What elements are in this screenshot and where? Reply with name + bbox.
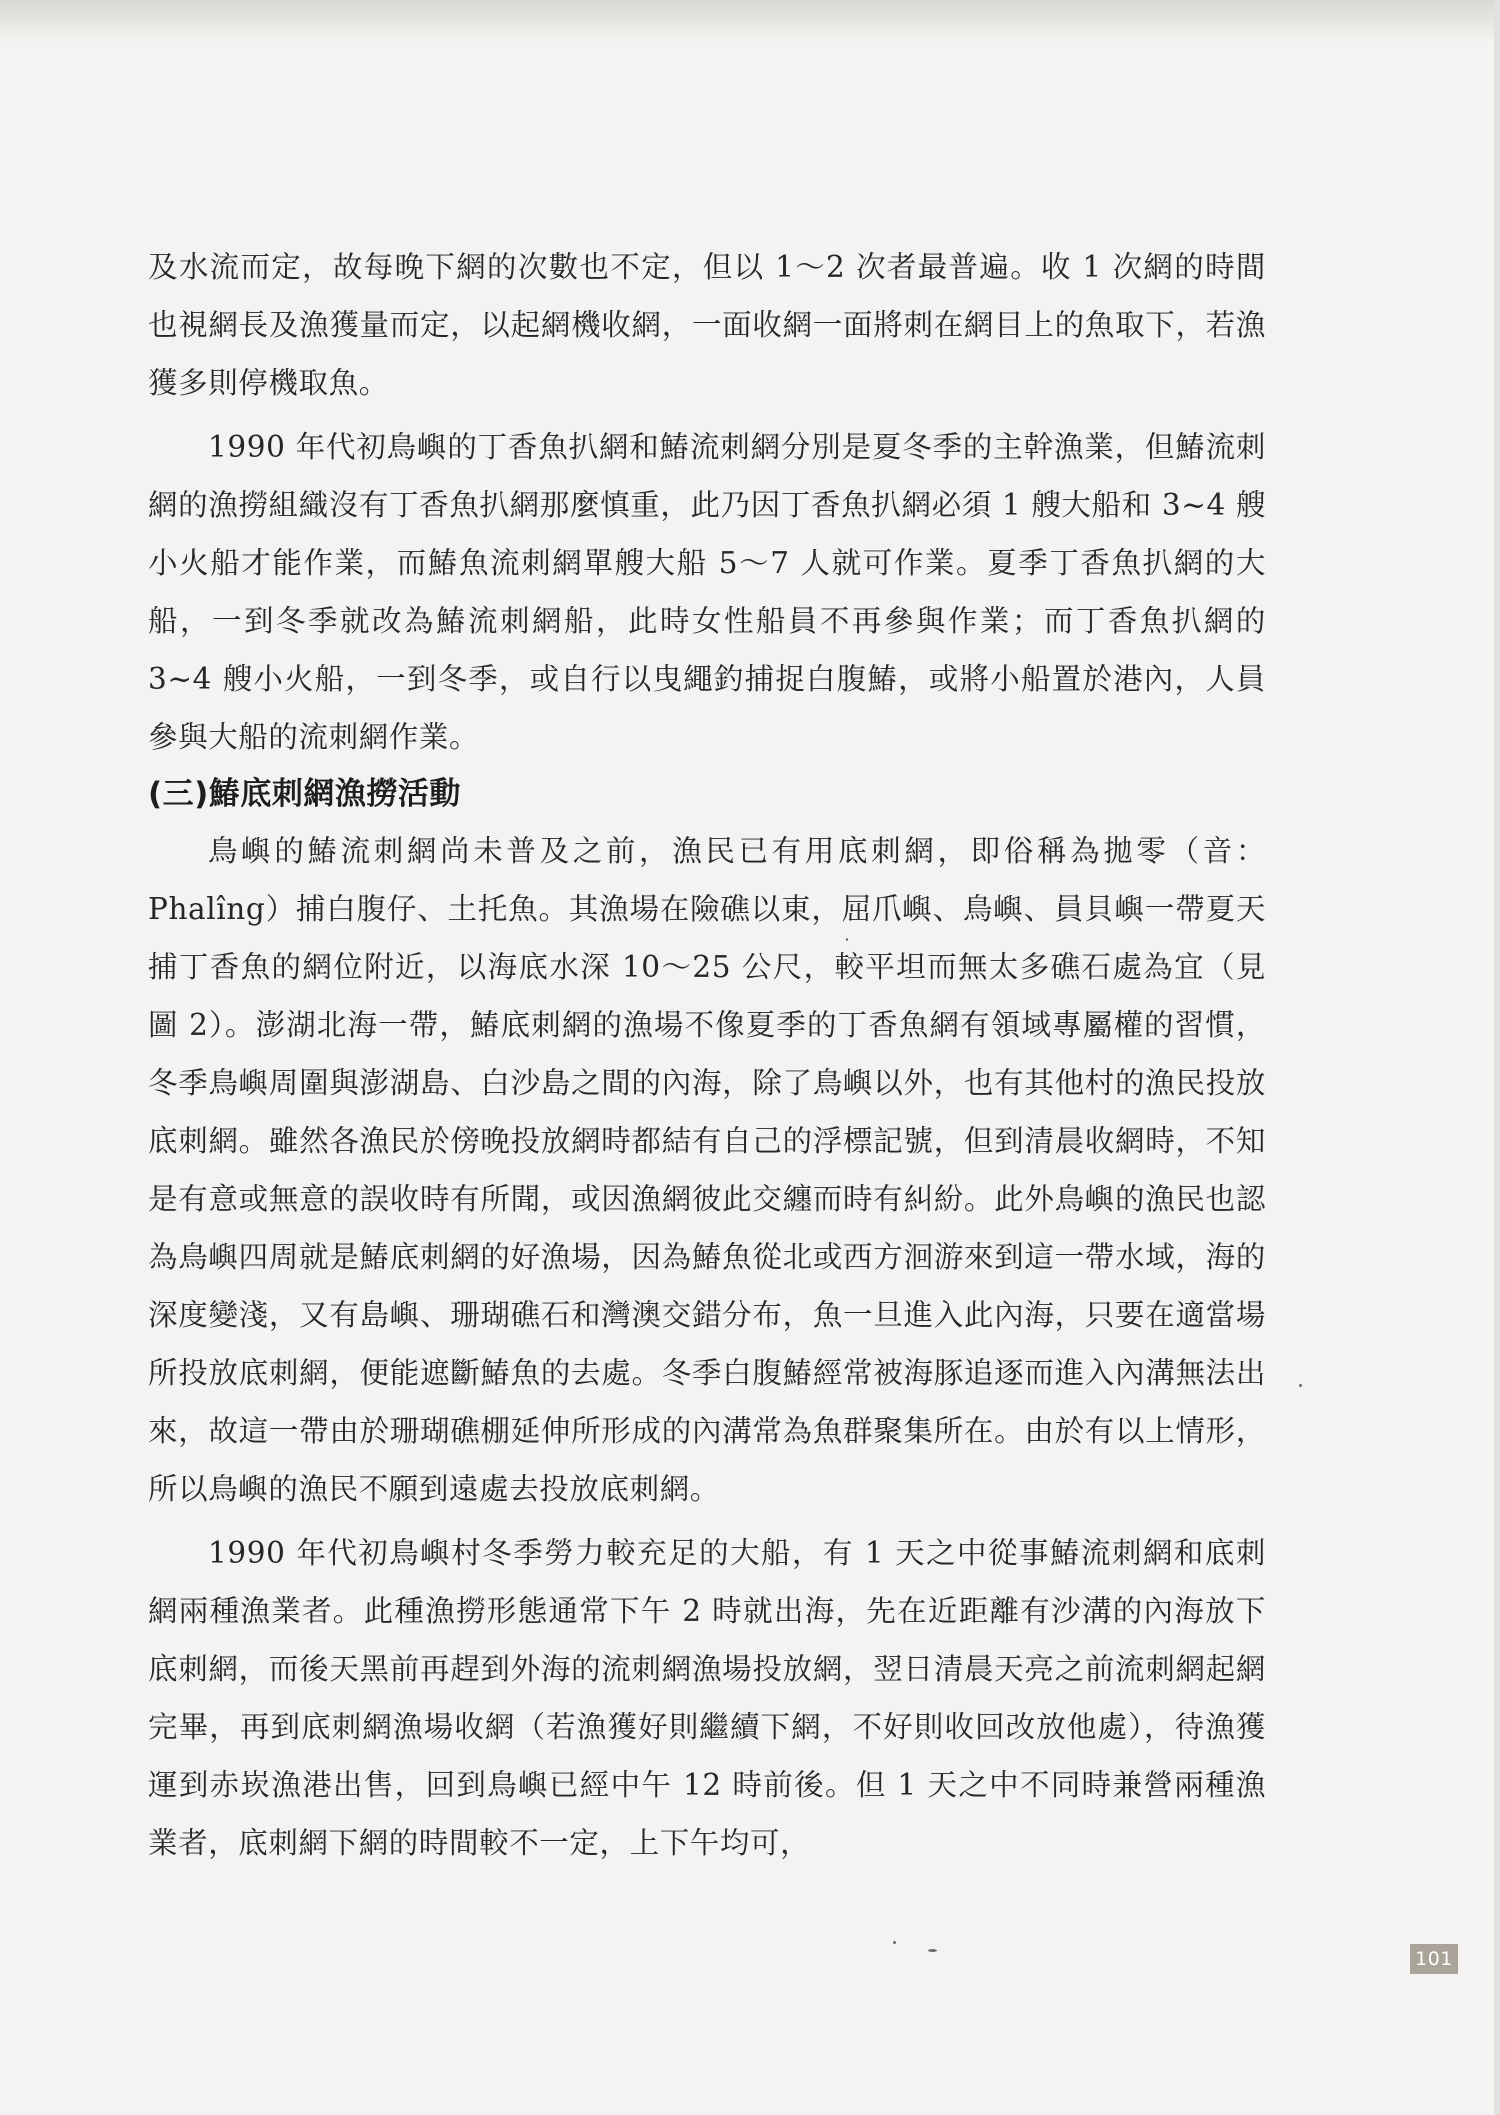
scan-speck	[893, 1941, 896, 1944]
scan-speck	[928, 1949, 937, 1952]
paragraph-fishing-organization: 1990 年代初鳥嶼的丁香魚扒網和鰆流刺網分別是夏冬季的主幹漁業，但鰆流刺網的漁撈組織沒有丁香魚扒網那麼慎重，此乃因丁香魚扒網必須 1 艘大船和 3~4 艘小火船才能作業，而鰆魚流刺網單艘大船 5～7 人就可作業。夏季丁香魚扒網的大船，一到冬季就改為鰆流刺網船，此時女性船員不再參與作業；而丁香魚扒網的 3~4 艘小火船，一到冬季，或自行以曳繩釣捕捉白腹鰆，或將小船置於港內，人員參與大船的流刺網作業。	[148, 430, 1266, 754]
paragraph-continued: 及水流而定，故每晚下網的次數也不定，但以 1～2 次者最普遍。收 1 次網的時間也視網長及漁獲量而定，以起網機收網，一面收網一面將刺在網目上的魚取下，若漁獲多則停機取魚。	[148, 250, 1266, 400]
scan-speck	[846, 938, 848, 941]
scan-speck	[1299, 1384, 1302, 1387]
paragraph-bottom-gillnet: 鳥嶼的鰆流刺網尚未普及之前，漁民已有用底刺網，即俗稱為拋零（音：Phalîng）捕白腹仔、土托魚。其漁場在險礁以東，屈爪嶼、鳥嶼、員貝嶼一帶夏天捕丁香魚的網位附近，以海底水深 10～25 公尺，較平坦而無太多礁石處為宜（見圖 2）。澎湖北海一帶，鰆底刺網的漁場不像夏季的丁香魚網有領域專屬權的習慣，冬季鳥嶼周圍與澎湖島、白沙島之間的內海，除了鳥嶼以外，也有其他村的漁民投放底刺網。雖然各漁民於傍晚投放網時都結有自己的浮標記號，但到清晨收網時，不知是有意或無意的誤收時有所聞，或因漁網彼此交纏而時有糾紛。此外鳥嶼的漁民也認為鳥嶼四周就是鰆底刺網的好漁場，因為鰆魚從北或西方洄游來到這一帶水域，海的深度變淺，又有島嶼、珊瑚礁石和灣澳交錯分布，魚一旦進入此內海，只要在適當場所投放底刺網，便能遮斷鰆魚的去處。冬季白腹鰆經常被海豚追逐而進入內溝無法出來，故這一帶由於珊瑚礁棚延伸所形成的內溝常為魚群聚集所在。由於有以上情形，所以鳥嶼的漁民不願到遠處去投放底刺網。	[148, 834, 1266, 1506]
page-number: 101	[1410, 1944, 1458, 1974]
page-body	[148, 238, 1266, 1872]
paragraph-dual-fishery: 1990 年代初鳥嶼村冬季勞力較充足的大船，有 1 天之中從事鰆流刺網和底刺網兩種漁業者。此種漁撈形態通常下午 2 時就出海，先在近距離有沙溝的內海放下底刺網，而後天黑前再趕到外海的流刺網漁場投放網，翌日清晨天亮之前流刺網起網完畢，再到底刺網漁場收網（若漁獲好則繼續下網，不好則收回改放他處），待漁獲運到赤崁漁港出售，回到鳥嶼已經中午 12 時前後。但 1 天之中不同時兼營兩種漁業者，底刺網下網的時間較不一定，上下午均可，	[148, 1536, 1266, 1860]
section-heading: (三)鰆底刺網漁撈活動	[148, 776, 461, 812]
scan-top-shadow	[0, 0, 1500, 42]
scan-right-edge	[1494, 0, 1500, 2115]
